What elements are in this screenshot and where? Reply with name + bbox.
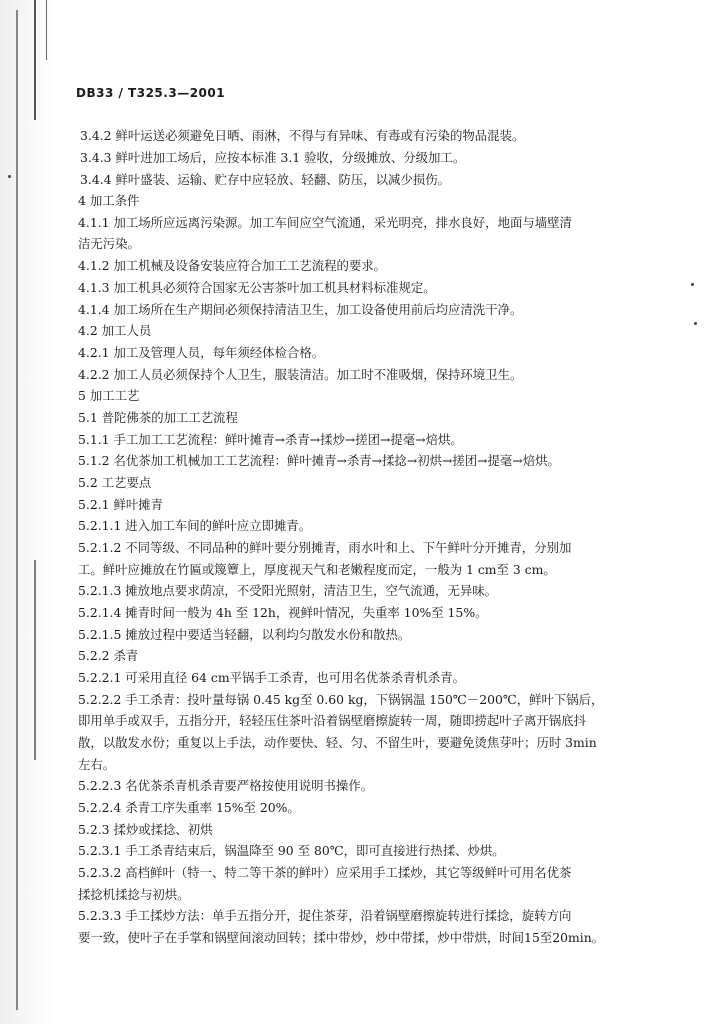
text-line: 5.2.1.1 进入加工车间的鲜叶应立即摊青。	[78, 518, 312, 533]
section-heading: 5.2 工艺要点	[78, 475, 152, 490]
section-heading: 5.1 普陀佛茶的加工工艺流程	[78, 410, 238, 425]
text-line: 洁无污染。	[78, 236, 140, 251]
text-line: 4.1.2 加工机械及设备安装应符合加工工艺流程的要求。	[78, 258, 387, 273]
section-heading: 5.2.2 杀青	[78, 648, 139, 663]
text-line: 5.2.2.1 可采用直径 64 cm平锅手工杀青，也可用名优茶杀青机杀青。	[78, 670, 465, 685]
text-line: 5.2.2.4 杀青工序失重率 15%至 20%。	[78, 800, 300, 815]
text-line: 5.2.1.2 不同等级、不同品种的鲜叶要分别摊青，雨水叶和上、下午鲜叶分开摊青，分别加	[78, 540, 572, 555]
text-line: 5.1.1 手工加工工艺流程：鲜叶摊青→杀青→揉炒→搓团→提毫→焙烘。	[78, 432, 463, 447]
text-line: 即用单手或双手，五指分开，轻轻压住茶叶沿着锅壁磨擦旋转一周，随即捞起叶子离开锅底抖	[78, 713, 587, 728]
text-line: 4.1.3 加工机具必须符合国家无公害茶叶加工机具材料标准规定。	[78, 280, 436, 295]
text-line: 5.2.2.2 手工杀青：投叶量每锅 0.45 kg至 0.60 kg，下锅锅温 150℃－200℃，鲜叶下锅后，	[78, 692, 604, 707]
text-line: 左右。	[78, 757, 116, 772]
section-heading: 5.2.3 揉炒或揉捻、初烘	[78, 822, 213, 837]
text-line: 4.2.1 加工及管理人员，每年须经体检合格。	[78, 345, 325, 360]
text-line: 揉捻机揉捻与初烘。	[78, 887, 190, 902]
section-heading: 4 加工条件	[78, 193, 140, 208]
text-line: 5.1.2 名优茶加工机械加工工艺流程：鲜叶摊青→杀青→揉捻→初烘→搓团→提毫→焙烘。	[78, 453, 560, 468]
section-heading: 5 加工工艺	[78, 388, 140, 403]
text-line: 4.2.2 加工人员必须保持个人卫生，服装清洁。加工时不准吸烟，保持环境卫生。	[78, 367, 523, 382]
section-heading: 4.2 加工人员	[78, 323, 152, 338]
text-line: 5.2.3.2 高档鲜叶（特一、特二等干茶的鲜叶）应采用手工揉炒，其它等级鲜叶可用名优茶	[78, 865, 572, 880]
text-line: 5.2.3.1 手工杀青结束后，锅温降至 90 至 80℃，即可直接进行热揉、炒烘。	[78, 843, 505, 858]
text-line: 4.1.1 加工场所应远离污染源。加工车间应空气流通，采光明亮，排水良好，地面与墙壁清	[78, 215, 572, 230]
text-line: 5.2.1.5 摊放过程中要适当轻翻，以利均匀散发水份和散热。	[78, 627, 411, 642]
section-heading: 5.2.1 鲜叶摊青	[78, 497, 164, 512]
text-line: 工。鲜叶应摊放在竹匾或篾簟上，厚度视天气和老嫩程度而定，一般为 1 cm至 3 cm。	[78, 562, 556, 577]
text-line: 要一致，使叶子在手掌和锅壁间滚动回转；揉中带炒，炒中带揉，炒中带烘，时间15至20min。	[78, 930, 605, 945]
text-line: 3.4.2 鲜叶运送必须避免日晒、雨淋，不得与有异味、有毒或有污染的物品混装。	[80, 128, 525, 143]
text-line: 4.1.4 加工场所在生产期间必须保持清洁卫生，加工设备使用前后均应清洗干净。	[78, 302, 523, 317]
text-line: 5.2.1.4 摊青时间一般为 4h 至 12h，视鲜叶情况，失重率 10%至 15%。	[78, 605, 488, 620]
text-line: 散，以散发水份；重复以上手法，动作要快、轻、匀、不留生叶，要避免烫焦芽叶；历时 3min	[78, 735, 597, 750]
text-line: 5.2.1.3 摊放地点要求荫凉，不受阳光照射，清洁卫生，空气流通，无异味。	[78, 583, 498, 598]
text-line: 5.2.2.3 名优茶杀青机杀青要严格按使用说明书操作。	[78, 778, 374, 793]
text-line: 5.2.3.3 手工揉炒方法：单手五指分开，捉住茶芽，沿着锅壁磨擦旋转进行揉捻，旋转方向	[78, 908, 572, 923]
document-code: DB33 / T325.3—2001	[76, 86, 226, 100]
text-line: 3.4.3 鲜叶进加工场后，应按本标准 3.1 验收，分级摊放、分级加工。	[80, 150, 466, 165]
text-line: 3.4.4 鲜叶盛装、运输、贮存中应轻放、轻翻、防压，以减少损伤。	[80, 172, 451, 187]
